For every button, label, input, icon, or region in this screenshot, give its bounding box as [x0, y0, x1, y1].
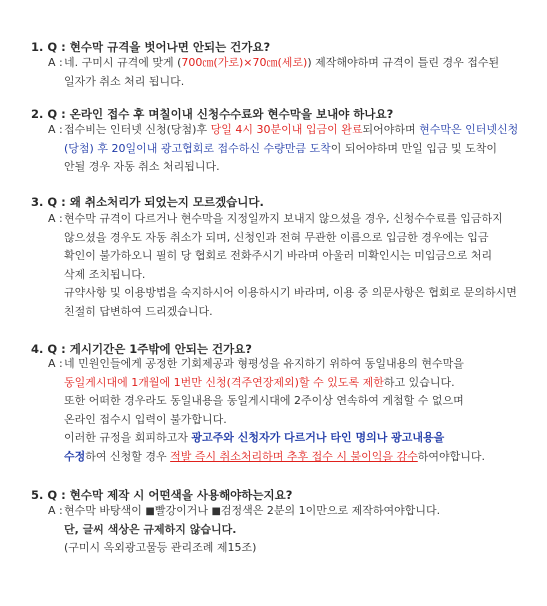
answer-text-segment: 하고 있습니다.	[383, 375, 455, 389]
faq-question-4: 4. Q : 게시기간은 1주밖에 안되는 건가요?	[31, 342, 252, 356]
faq-answer-line	[64, 140, 497, 158]
faq-answer-line	[64, 121, 518, 139]
answer-text-segment: 동일게시대에 1개월에 1번만 신청(격주연장제외)할 수 있도록 제한	[64, 375, 384, 389]
faq-answer-line	[64, 210, 503, 228]
square-bullet-icon: ■	[211, 506, 221, 517]
answer-text-segment: 적발 즉시 취소처리하며 추후 접수 시 불이익을 감수	[170, 449, 418, 463]
faq-answer-line	[64, 539, 256, 557]
faq-answer-line	[64, 411, 227, 429]
faq-answer-line	[64, 502, 440, 521]
answer-text-segment: 안될 경우 자동 취소 처리됩니다.	[64, 160, 220, 173]
answer-text-segment: 현수막 규격이 다르거나 현수막을 지정일까지 보내지 않으셨을 경우, 신청수수료를 입금하지	[64, 212, 503, 225]
faq-answer-line	[64, 158, 220, 176]
faq-question-1: 1. Q : 현수막 규격을 벗어나면 안되는 건가요?	[31, 40, 271, 54]
answer-text-segment: (당첨) 후 20일이내 광고협회로 접수하신 수량만큼 도착	[64, 141, 331, 155]
square-bullet-icon: ■	[145, 506, 155, 517]
faq-answer-line	[64, 355, 464, 373]
faq-answer-line	[64, 374, 455, 392]
answer-text-segment: (구미시 옥외광고물등 관리조례 제15조)	[64, 541, 257, 554]
faq-answer-label: A :	[48, 56, 63, 69]
answer-text-segment: 하여야합니다.	[417, 449, 486, 463]
answer-text-segment: 접수비는 인터넷 신청(당첨)후	[64, 123, 211, 136]
answer-text-segment: 검정색은 2분의 1이만으로 제작하여야합니다.	[220, 504, 441, 517]
faq-answer-line	[64, 266, 145, 284]
answer-text-segment: 네. 구미시 규격에 맞게 (	[64, 56, 182, 69]
faq-answer-label: A :	[48, 123, 63, 136]
faq-answer-line	[64, 392, 464, 410]
faq-question-2: 2. Q : 온라인 접수 후 며칠이내 신청수수료와 현수막을 보내야 하나요?	[31, 107, 394, 121]
answer-text-segment: 광고주와 신청자가 다르거나 타인 명의나 광고내용을	[191, 431, 445, 444]
faq-question-3: 3. Q : 왜 취소처리가 되었는지 모르겠습니다.	[31, 195, 264, 209]
answer-text-segment: 당일 4시 30분이내 입금이 완료	[210, 123, 363, 136]
faq-answer-line	[64, 229, 489, 247]
answer-text-segment: 700㎝(가로)×70㎝(세로)	[181, 56, 308, 69]
faq-answer-line	[64, 429, 444, 447]
answer-text-segment: 규약사항 및 이용방법을 숙지하시어 이용하시기 바라며, 이용 중 의문사항은 협회로 문의하시면	[64, 286, 517, 299]
answer-text-segment: 네 민원인들에게 공정한 기회제공과 형평성을 유지하기 위하여 동일내용의 현수막을	[64, 357, 464, 370]
faq-answer-line	[64, 247, 492, 265]
answer-text-segment: 일자가 취소 처리 됩니다.	[64, 74, 185, 88]
answer-text-segment: 온라인 접수시 입력이 불가합니다.	[64, 412, 227, 426]
faq-answer-label: A :	[48, 357, 63, 370]
faq-answer-line	[64, 54, 499, 72]
faq-answer-label: A :	[48, 212, 63, 225]
answer-text-segment: 수정	[64, 449, 86, 463]
answer-text-segment: 삭제 조치됩니다.	[64, 267, 146, 281]
faq-question-5: 5. Q : 현수막 제작 시 어떤색을 사용해야하는지요?	[31, 488, 293, 502]
answer-text-segment: 이러한 규정을 회피하고자	[64, 431, 192, 444]
answer-text-segment: 않으셨을 경우도 자동 취소가 되며, 신청인과 전혀 무관한 이름으로 입금한 경우에는 입금	[64, 230, 489, 244]
answer-text-segment: 현수막은 인터넷신청	[419, 123, 519, 136]
faq-answer-line	[64, 448, 485, 466]
answer-text-segment: 하여 신청할 경우	[85, 449, 171, 463]
faq-answer-line	[64, 303, 213, 321]
faq-answer-line	[64, 284, 517, 302]
answer-text-segment: 이 되어야하며 만일 입금 및 도착이	[330, 141, 497, 155]
answer-text-segment: 또한 어떠한 경우라도 동일내용을 동일게시대에 2주이상 연속하여 게첨할 수 없으며	[64, 394, 464, 407]
answer-text-segment: 확인이 불가하오니 필히 당 협회로 전화주시기 바라며 아울러 미확인시는 미입금으로 처리	[64, 249, 493, 262]
answer-text-segment: ) 제작해야하며 규격이 틀린 경우 접수된	[307, 56, 500, 69]
answer-text-segment: 친절히 답변하여 드리겠습니다.	[64, 304, 213, 318]
answer-text-segment: 되어야하며	[362, 123, 420, 136]
faq-answer-line	[64, 521, 236, 539]
answer-text-segment: 빨강이거나	[154, 504, 212, 517]
faq-answer-line	[64, 73, 184, 91]
answer-text-segment: 현수막 바탕색이	[64, 504, 146, 517]
answer-text-segment: 단, 글씨 색상은 규제하지 않습니다.	[64, 522, 237, 536]
faq-answer-label: A :	[48, 504, 63, 517]
